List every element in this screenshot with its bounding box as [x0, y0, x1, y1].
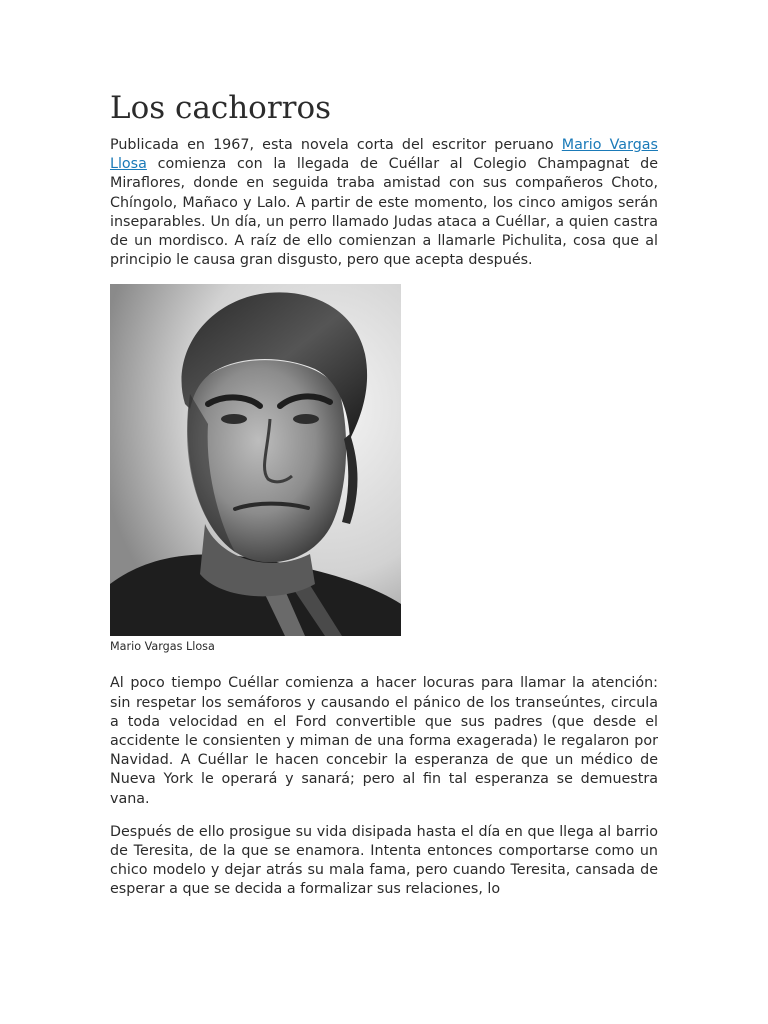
article	[110, 88, 658, 900]
body-paragraph-2: Al poco tiempo Cuéllar comienza a hacer locuras para llamar la atención: sin respetar los semáforos y causando el pánico de los transeúntes, circula a toda velocidad en el Ford convertible que sus padres (que desde el accidente le consienten y miman de una forma exagerada) le regalaron por Navidad. A Cuéllar le hacen concebir la esperanza de que un médico de Nueva York le operará y sanará; pero al fin tal esperanza se demuestra vana.	[110, 675, 658, 807]
author-photo	[110, 284, 401, 636]
intro-text-end: comienza con la llegada de Cuéllar al Colegio Champagnat de Miraflores, donde en seguida traba amistad con sus compañeros Choto, Chíngolo, Mañaco y Lalo. A partir de este momento, los cinco amigos serán inseparables. Un día, un perro llamado Judas ataca a Cuéllar, a quien castra de un mordisco. A raíz de ello comienzan a llamarle Pichulita, cosa que al principio le causa gran disgusto, pero que acepta después.	[110, 156, 658, 269]
author-link[interactable]: Mario Vargas Llosa	[110, 137, 658, 173]
intro-text-start: Publicada en 1967, esta novela corta del escritor peruano	[110, 137, 562, 153]
author-figure	[110, 284, 658, 654]
article-title: Los cachorros	[110, 90, 332, 126]
intro-paragraph	[110, 136, 658, 270]
body-paragraph-3: Después de ello prosigue su vida disipada hasta el día en que llega al barrio de Teresita, de la que se enamora. Intenta entonces comportarse como un chico modelo y dejar atrás su mala fama, pero cuando Teresita, cansada de esperar a que se decida a formalizar sus relaciones, lo	[110, 823, 658, 898]
image-caption: Mario Vargas Llosa	[110, 640, 215, 654]
